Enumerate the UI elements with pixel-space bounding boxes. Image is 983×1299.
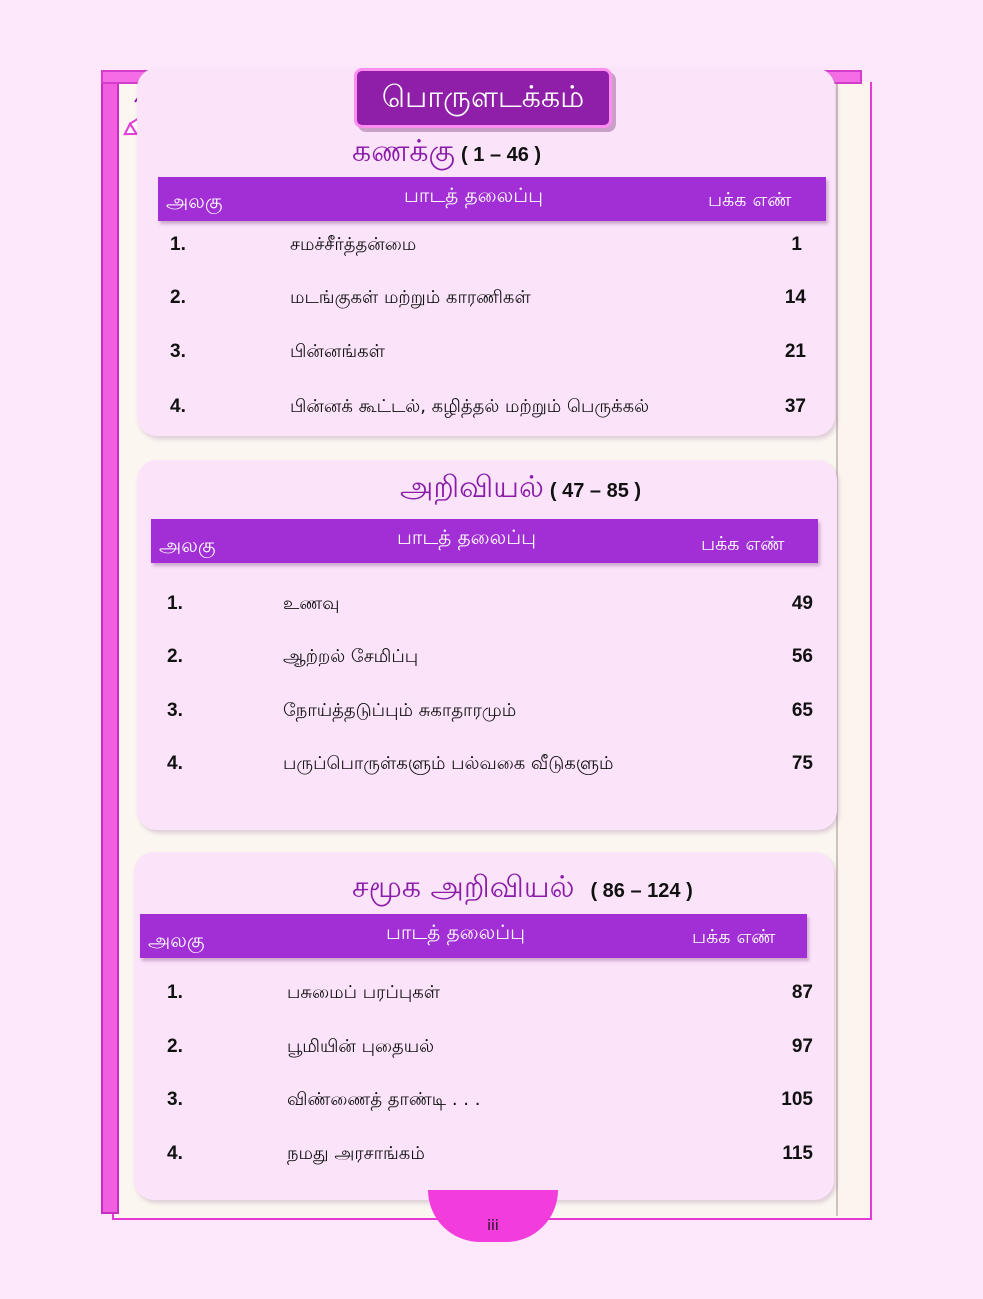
section-title-social-science	[352, 870, 693, 909]
lesson-title: சமச்சீர்த்தன்மை	[290, 234, 417, 255]
header-page-no: பக்க எண்	[692, 926, 776, 948]
unit-number: 4.	[167, 1143, 183, 1164]
table-row	[167, 593, 817, 623]
header-lesson-title: பாடத் தலைப்பு	[386, 920, 525, 944]
unit-number: 4.	[167, 753, 183, 774]
unit-number: 1.	[170, 234, 186, 255]
table-row	[167, 646, 817, 676]
lesson-title: நோய்த்தடுப்பும் சுகாதாரமும்	[283, 700, 517, 721]
page-number: 14	[784, 287, 806, 308]
lesson-title: பசுமைப் பரப்புகள்	[287, 982, 441, 1003]
lesson-title: பூமியின் புதையல்	[287, 1036, 435, 1057]
unit-number: 2.	[167, 1036, 183, 1057]
header-unit: அலகு	[148, 928, 205, 952]
subject-name: கணக்கு	[352, 134, 456, 169]
unit-number: 2.	[170, 287, 186, 308]
section-title-science	[400, 470, 641, 509]
unit-number: 4.	[170, 396, 186, 417]
table-header-science	[151, 519, 818, 563]
page-range: ( 47 – 85 )	[549, 480, 642, 502]
page-number-label: iii	[487, 1218, 499, 1234]
page-number: 1	[791, 234, 802, 255]
page-number: 65	[791, 700, 813, 721]
lesson-title: உணவு	[283, 593, 340, 614]
table-row	[167, 1089, 817, 1119]
table-row	[170, 396, 810, 426]
table-row	[167, 1036, 817, 1066]
page-number: 105	[781, 1089, 813, 1110]
page-number: 87	[791, 982, 813, 1003]
subject-name: சமூக அறிவியல்	[352, 870, 575, 905]
table-row	[167, 700, 817, 730]
header-lesson-title: பாடத் தலைப்பு	[397, 525, 536, 549]
unit-number: 1.	[167, 593, 183, 614]
table-row	[167, 753, 817, 783]
page-number: 37	[784, 396, 806, 417]
table-row	[167, 1143, 817, 1173]
lesson-title: விண்ணைத் தாண்டி . . .	[287, 1089, 481, 1110]
unit-number: 3.	[167, 1089, 183, 1110]
contents-title: பொருளடக்கம்	[354, 68, 612, 128]
subject-name: அறிவியல்	[400, 470, 544, 505]
lesson-title: நமது அரசாங்கம்	[287, 1143, 425, 1164]
page-number-tab	[428, 1190, 558, 1242]
section-title-maths	[352, 134, 541, 173]
lesson-title: பின்னங்கள்	[290, 341, 385, 362]
header-unit: அலகு	[159, 533, 216, 557]
page-number: 115	[782, 1143, 813, 1164]
header-page-no: பக்க எண்	[708, 189, 792, 211]
table-row	[167, 982, 817, 1012]
unit-number: 3.	[170, 341, 186, 362]
table-row	[170, 287, 810, 317]
page-number: 21	[784, 341, 806, 362]
table-row	[170, 341, 810, 371]
lesson-title: மடங்குகள் மற்றும் காரணிகள்	[290, 287, 531, 308]
header-lesson-title: பாடத் தலைப்பு	[404, 183, 543, 207]
book-spine	[101, 70, 119, 1214]
page-range: ( 1 – 46 )	[461, 144, 542, 166]
header-page-no: பக்க எண்	[701, 533, 785, 555]
lesson-title: பின்னக் கூட்டல், கழித்தல் மற்றும் பெருக்கல்	[290, 396, 650, 417]
book-right-pages	[836, 82, 870, 1216]
unit-number: 1.	[167, 982, 183, 1003]
page-number: 56	[791, 646, 813, 667]
unit-number: 2.	[167, 646, 183, 667]
lesson-title: பருப்பொருள்களும் பல்வகை வீடுகளும்	[283, 753, 614, 774]
table-header-maths	[158, 177, 826, 221]
page-number: 97	[791, 1036, 813, 1057]
page-number: 75	[791, 753, 813, 774]
table-header-social-science	[140, 914, 807, 958]
page-number: 49	[791, 593, 813, 614]
unit-number: 3.	[167, 700, 183, 721]
header-unit: அலகு	[166, 189, 223, 213]
lesson-title: ஆற்றல் சேமிப்பு	[283, 646, 419, 667]
table-row	[170, 234, 810, 264]
page-range: ( 86 – 124 )	[590, 880, 693, 902]
